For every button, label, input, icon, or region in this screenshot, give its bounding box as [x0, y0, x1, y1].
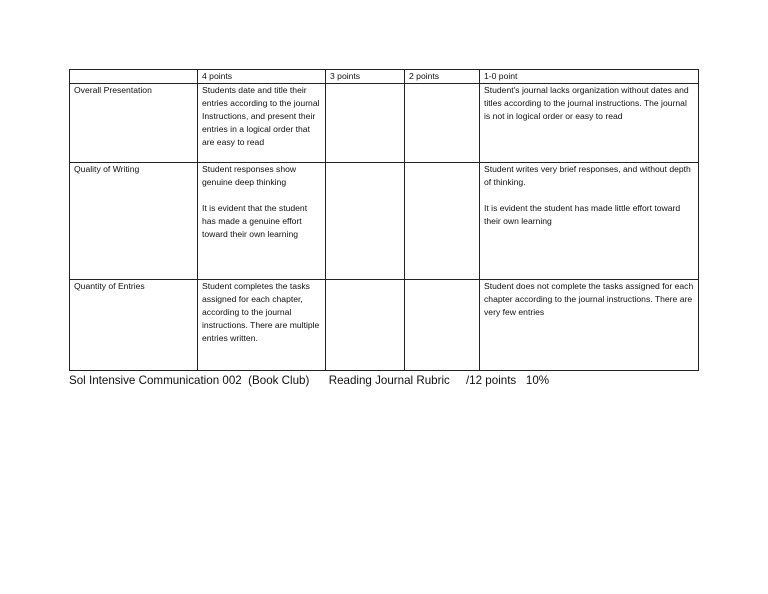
score-4-cell: [198, 280, 326, 371]
rubric-footer: Sol Intensive Communication 002 (Book Club) Reading Journal Rubric /12 points 10%: [69, 374, 550, 387]
table-row: [70, 84, 699, 163]
header-2-points: 2 points: [405, 70, 480, 84]
table-row: [70, 280, 699, 371]
header-4-points: 4 points: [198, 70, 326, 84]
score-4-cell: [198, 84, 326, 163]
score-1-0-text: Student does not complete the tasks assigned for each chapter according to the journal instructions. There are very few entries: [484, 281, 694, 317]
score-4-text: Students date and title their entries according to the journal Instructions, and present their entries in a logical order that are easy to read: [202, 85, 320, 147]
criterion-label: Overall Presentation: [74, 85, 152, 95]
table-row: [70, 163, 699, 280]
header-3-points: 3 points: [326, 70, 405, 84]
header-row: [70, 70, 699, 84]
score-3-cell: [326, 84, 405, 163]
score-1-0-cell: [480, 84, 699, 163]
score-4-text: Student completes the tasks assigned for each chapter, according to the journal instructions. There are multiple entries written.: [202, 281, 320, 343]
score-2-cell: [405, 163, 480, 280]
header-1-0-point: 1-0 point: [480, 70, 699, 84]
criterion-cell: [70, 163, 198, 280]
score-3-cell: [326, 163, 405, 280]
criterion-cell: [70, 280, 198, 371]
score-2-cell: [405, 280, 480, 371]
score-1-0-cell: [480, 280, 699, 371]
criterion-cell: [70, 84, 198, 163]
score-2-cell: [405, 84, 480, 163]
score-1-0-text: Student writes very brief responses, and without depth of thinking. It is evident the student has made little effort toward their own learning: [484, 164, 691, 226]
rubric-table: [69, 69, 699, 371]
criterion-label: Quantity of Entries: [74, 281, 145, 291]
score-1-0-cell: [480, 163, 699, 280]
criterion-label: Quality of Writing: [74, 164, 140, 174]
score-4-cell: [198, 163, 326, 280]
header-criterion-cell: [70, 70, 198, 84]
score-4-text: Student responses show genuine deep thinking It is evident that the student has made a genuine effort toward their own learning: [202, 164, 308, 239]
score-3-cell: [326, 280, 405, 371]
score-1-0-text: Student's journal lacks organization without dates and titles according to the journal instructions. The journal is not in logical order or easy to read: [484, 85, 689, 121]
